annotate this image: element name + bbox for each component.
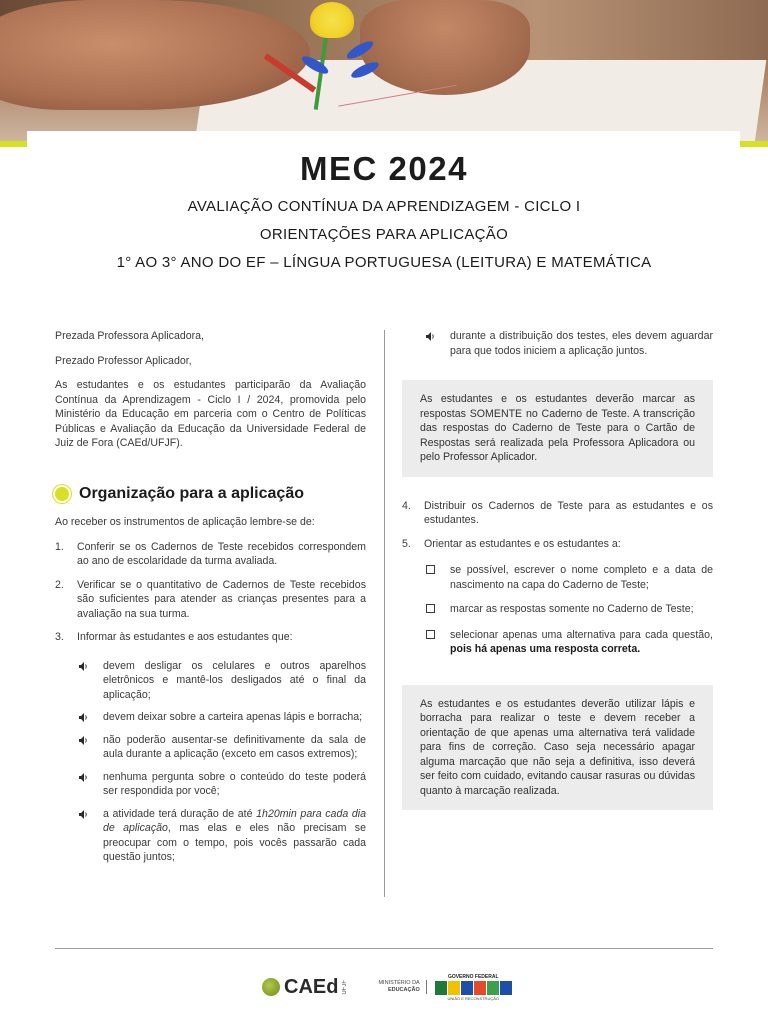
note-text: As estudantes e os estudantes deverão marcar as respostas SOMENTE no Caderno de Teste. A transcrição das respostas do Caderno de Teste para o Cartão de Respostas será realizada pela Professora Aplicadora ou pelo Professor Aplicador. (420, 393, 695, 463)
bullet-text-end: , mas elas e eles não precisam se preocupar com o tempo, pois vocês passarão cada questão juntos; (103, 822, 366, 863)
sun-icon (55, 487, 69, 501)
photo-flower (310, 2, 354, 38)
subtitle-line-2: ORIENTAÇÕES PARA APLICAÇÃO (259, 226, 509, 243)
caed-logo-text: CAEd (284, 975, 339, 998)
bullet-item (77, 659, 366, 703)
bullet-item (77, 807, 366, 865)
mec-logo (378, 980, 426, 994)
brasil-wordmark (435, 981, 512, 995)
section-lead: Ao receber os instrumentos de aplicação lembre-se de: (55, 516, 315, 528)
checkbox-icon (426, 565, 435, 574)
mec-line-1: MINISTÉRIO DA (378, 980, 420, 986)
ufjf-text: UFJF (342, 979, 349, 995)
checklist-text: se possível, escrever o nome completo e a data de nascimento na capa do Caderno de Teste; (450, 564, 713, 591)
bullet-text: nenhuma pergunta sobre o conteúdo do teste poderá ser respondida por você; (103, 770, 366, 797)
list-item (55, 578, 366, 622)
brasil-letter-block (435, 981, 447, 995)
speaker-icon (77, 659, 103, 703)
checklist-item (424, 602, 713, 618)
checklist-item (424, 628, 713, 657)
greeting-2: Prezado Professor Aplicador, (55, 354, 192, 367)
gov-bottom-text: UNIÃO E RECONSTRUÇÃO (447, 995, 499, 1001)
item-text: Verificar se o quantitativo de Cadernos de Teste recebidos são suficientes para atender as crianças presentes para a avaliação na sua turma. (77, 578, 366, 620)
note-text: As estudantes e os estudantes deverão utilizar lápis e borracha para realizar o teste e devem receber a orientação de que apenas uma alternativa terá validade para fins de correção. Caso seja necessário apagar alguma marcação que não seja a definitiva, isso deverá ser feito com cuidado, evitando causar rasuras ou dúvidas quanto à marcação realizada. (420, 697, 695, 797)
right-column (402, 329, 713, 832)
footer-logos (262, 970, 512, 1004)
bullet-text-italic: 1h20min para cada dia de aplicação (103, 807, 367, 834)
item-number: 2. (55, 578, 64, 591)
brasil-letter-block (448, 981, 460, 995)
checkbox-icon (426, 630, 435, 639)
caed-logo (262, 976, 348, 999)
brasil-letter-block (474, 981, 486, 995)
brasil-letter-block (487, 981, 499, 995)
item-number: 5. (402, 537, 411, 550)
checklist-text-start: selecionar apenas uma alternativa para cada questão, (450, 628, 713, 641)
checklist-text: marcar as respostas somente no Caderno de Teste; (450, 603, 694, 615)
gov-top-text: GOVERNO FEDERAL (447, 973, 499, 980)
left-column (55, 329, 366, 873)
checkbox-icon-wrap (424, 628, 450, 657)
item-text: Conferir se os Cadernos de Teste recebidos correspondem ao ano de escolaridade da turma avaliada. (77, 540, 366, 567)
bullet-text (103, 807, 366, 865)
speaker-icon (77, 710, 103, 725)
list-item (402, 537, 713, 552)
caed-leaf-icon (262, 978, 280, 996)
bullet-text-start: a atividade terá duração de até (103, 807, 257, 820)
bullet-item (424, 329, 713, 358)
gov-brasil-logo (435, 974, 512, 1001)
list-item (55, 540, 366, 569)
speaker-icon (77, 770, 103, 799)
government-logos (378, 974, 511, 1001)
list-item (55, 630, 366, 645)
photo-hand (360, 0, 530, 95)
header-photo (0, 0, 768, 145)
speaker-icon (424, 329, 450, 358)
bullet-text: não poderão ausentar-se definitivamente da sala de aula durante a aplicação (exceto em casos extremos); (103, 733, 366, 760)
list-item (402, 499, 713, 528)
subtitle-line-3: 1° AO 3° ANO DO EF – LÍNGUA PORTUGUESA (LEITURA) E MATEMÁTICA (116, 254, 652, 271)
bullet-item (77, 733, 366, 762)
checkbox-icon (426, 604, 435, 613)
checklist-text-bold: pois há apenas uma resposta correta. (450, 643, 641, 655)
checkbox-icon-wrap (424, 602, 450, 618)
item-text: Informar às estudantes e aos estudantes que: (77, 631, 293, 643)
subtitle-line-1: AVALIAÇÃO CONTÍNUA DA APRENDIZAGEM - CICLO I (187, 198, 581, 215)
footer-divider (55, 948, 713, 949)
bullet-item (77, 770, 366, 799)
speaker-icon (77, 807, 103, 865)
item-number: 4. (402, 499, 411, 512)
section-title: Organização para a aplicação (79, 484, 304, 502)
page-title: MEC 2024 (300, 150, 468, 187)
checkbox-icon-wrap (424, 563, 450, 592)
brasil-letter-block (461, 981, 473, 995)
mec-line-2: EDUCAÇÃO (387, 987, 420, 993)
bullet-text: devem deixar sobre a carteira apenas lápis e borracha; (103, 711, 363, 723)
brasil-letter-block (500, 981, 512, 995)
section-heading (55, 484, 366, 502)
note-box (402, 380, 713, 477)
checklist-item (424, 563, 713, 592)
greeting-1: Prezada Professora Aplicadora, (55, 330, 204, 342)
bullet-item (77, 710, 366, 725)
item-text: Orientar as estudantes e os estudantes a: (424, 537, 621, 550)
column-divider (384, 330, 385, 897)
bullet-text: devem desligar os celulares e outros aparelhos eletrônicos e mantê-los desligados até o final da aplicação; (103, 659, 366, 701)
item-number: 3. (55, 631, 64, 643)
bullet-text: durante a distribuição dos testes, eles devem aguardar para que todos iniciem a aplicação juntos. (450, 330, 713, 357)
item-number: 1. (55, 540, 64, 553)
speaker-icon (77, 733, 103, 762)
intro-paragraph: As estudantes e os estudantes participarão da Avaliação Contínua da Aprendizagem - Ciclo I / 2024, promovida pelo Ministério da Educação em parceria com o Centro de Políticas Públicas e Avaliação da Educação da Universidade Federal de Juiz de Fora (CAEd/UFJF). (55, 379, 366, 449)
note-box (402, 685, 713, 811)
item-text: Distribuir os Cadernos de Teste para as estudantes e os estudantes. (424, 499, 713, 526)
checklist-text (450, 628, 713, 657)
